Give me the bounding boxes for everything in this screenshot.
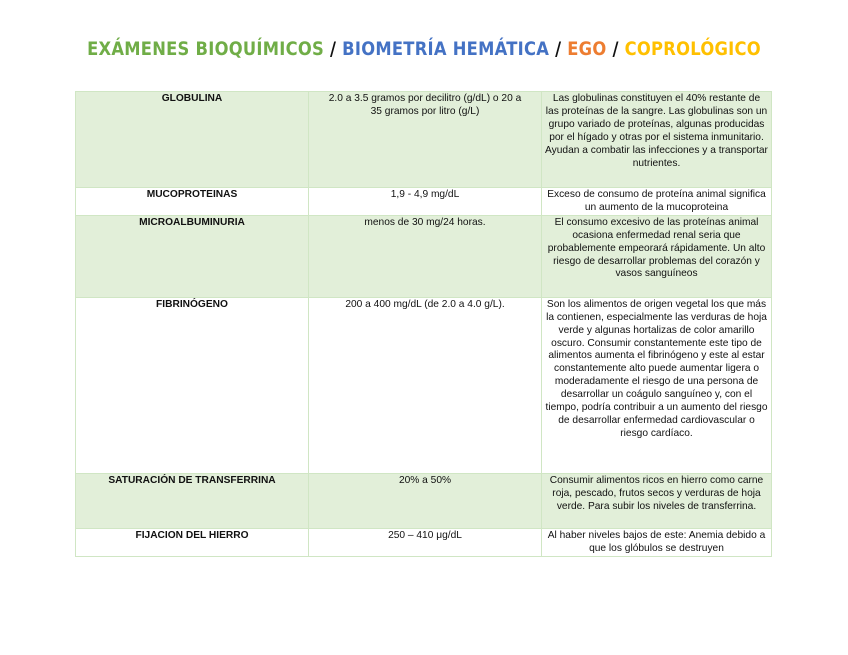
exam-description: El consumo excesivo de las proteínas animal ocasiona enfermedad renal seria que probablemente empeorará rápidamente. Un alto riesgo de desarrollar problemas del corazón y vasos sanguíneos	[542, 215, 772, 297]
table-row	[76, 215, 772, 297]
table-row	[76, 473, 772, 528]
title-coprologico: COPROLÓGICO	[624, 38, 761, 60]
exam-name: MUCOPROTEINAS	[76, 188, 309, 216]
exam-description: Son los alimentos de origen vegetal los que más la contienen, especialmente las verduras de hoja verde y algunas hortalizas de color amarillo oscuro. Consumir constantemente este tipo de alimentos aumenta el fibrinógeno y este al estar constantemente alto puede aumentar ligera o moderadamente el riesgo de una persona de desarrollar un coágulo sanguíneo y, con el tiempo, podría contribuir a un aumento del riesgo de desarrollar enfermedad cardiovascular o riesgo cardíaco.	[542, 297, 772, 473]
title-separator: /	[606, 38, 625, 60]
title-ego: EGO	[567, 38, 607, 60]
exam-description: Las globulinas constituyen el 40% restante de las proteínas de la sangre. Las globulinas son un grupo variado de proteínas, algunas producidas por el hígado y otras por el sistema inmunitario. Ayudan a combatir las infecciones y a transportar nutrientes.	[542, 92, 772, 188]
title-separator: /	[324, 38, 343, 60]
title-biometria: BIOMETRÍA HEMÁTICA	[342, 38, 550, 60]
exam-description: Al haber niveles bajos de este: Anemia debido a que los glóbulos se destruyen	[542, 528, 772, 556]
exam-value: menos de 30 mg/24 horas.	[309, 215, 542, 297]
document-title	[59, 38, 788, 60]
title-separator: /	[549, 38, 568, 60]
exam-name: FIJACION DEL HIERRO	[76, 528, 309, 556]
exam-value: 1,9 - 4,9 mg/dL	[309, 188, 542, 216]
exam-name: MICROALBUMINURIA	[76, 215, 309, 297]
exam-description: Consumir alimentos ricos en hierro como carne roja, pescado, frutos secos y verduras de hoja verde. Para subir los niveles de transferrina.	[542, 473, 772, 528]
title-bioquimicos: EXÁMENES BIOQUÍMICOS	[87, 38, 325, 60]
exam-name: GLOBULINA	[76, 92, 309, 188]
exam-name: SATURACIÓN DE TRANSFERRINA	[76, 473, 309, 528]
table-row	[76, 92, 772, 188]
exam-value: 20% a 50%	[309, 473, 542, 528]
table-row	[76, 188, 772, 216]
exam-value: 250 – 410 μg/dL	[309, 528, 542, 556]
table-row	[76, 297, 772, 473]
exam-name: FIBRINÓGENO	[76, 297, 309, 473]
table-row	[76, 528, 772, 556]
exam-description: Exceso de consumo de proteína animal significa un aumento de la mucoproteina	[542, 188, 772, 216]
exam-value: 2.0 a 3.5 gramos por decilitro (g/dL) o 20 a 35 gramos por litro (g/L)	[309, 92, 542, 188]
exam-value: 200 a 400 mg/dL (de 2.0 a 4.0 g/L).	[309, 297, 542, 473]
exams-table	[75, 91, 772, 557]
